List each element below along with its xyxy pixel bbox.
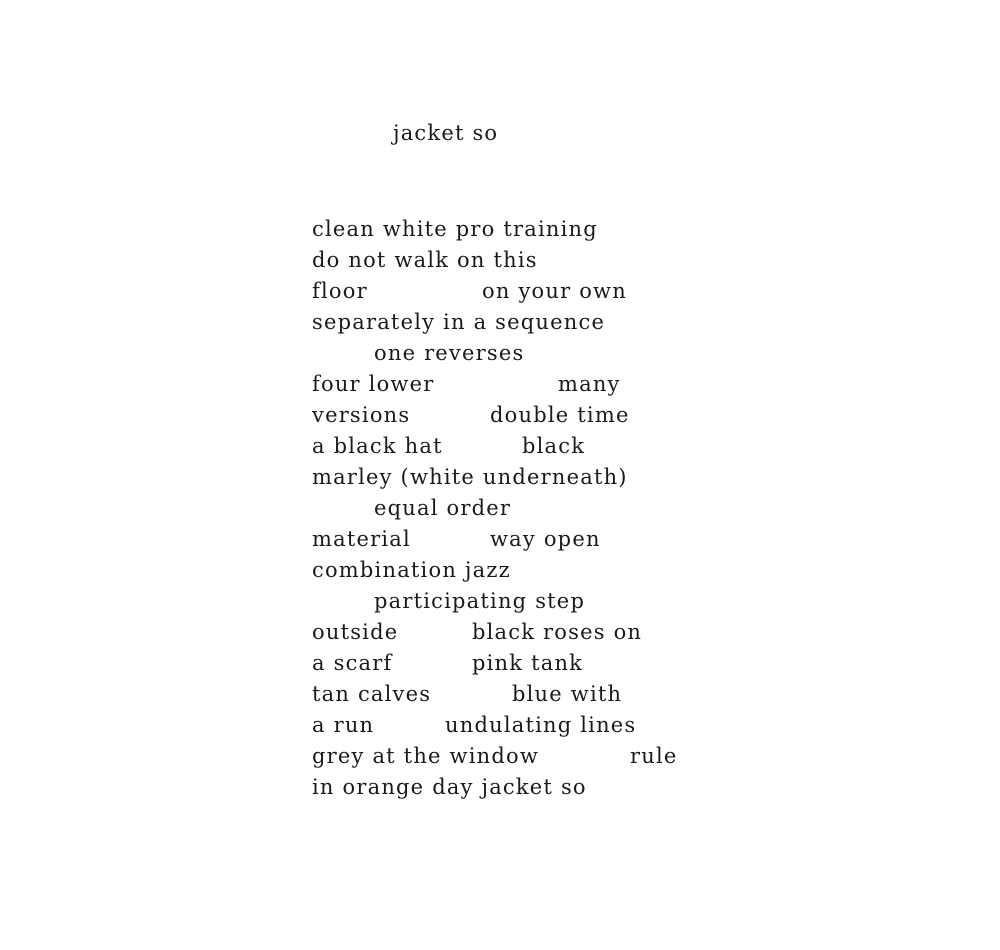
poem-line-14-part-1: outside [312,620,399,644]
poem-line-17-part-2: undulating lines [445,713,637,737]
poem-line-8 [312,431,712,462]
poem-line-14-part-2: black roses on [472,620,643,644]
poem-line-6-part-1: four lower [312,372,435,396]
poem-line-4 [312,307,712,338]
poem-line-12-text: combination jazz [312,558,511,582]
poem-line-11-part-1: material [312,527,411,551]
poem-line-2 [312,245,712,276]
poem-line-12 [312,555,712,586]
poem-line-6-part-2: many [558,372,621,396]
poem-line-3 [312,276,712,307]
poem-line-17 [312,710,712,741]
poem-line-3-part-1: floor [312,279,368,303]
poem-line-9 [312,462,712,493]
poem-line-15 [312,648,712,679]
poem-line-7 [312,400,712,431]
poem-line-16 [312,679,712,710]
poem-line-14 [312,617,712,648]
poem-line-1 [312,214,712,245]
poem-line-11 [312,524,712,555]
poem-body [312,214,712,803]
poem-line-18-part-1: grey at the window [312,744,540,768]
poem-line-5 [312,338,712,369]
poem-line-17-part-1: a run [312,713,375,737]
poem-line-7-part-1: versions [312,403,411,427]
poem-line-18 [312,741,712,772]
poem-line-16-part-1: tan calves [312,682,432,706]
poem-line-18-part-2: rule [630,744,678,768]
poem-title: jacket so [393,121,499,145]
poem-line-3-part-2: on your own [482,279,627,303]
poem-line-19 [312,772,712,803]
poem-line-8-part-1: a black hat [312,434,443,458]
poem-line-7-part-2: double time [490,403,630,427]
poem-line-13-text: participating step [374,589,586,613]
poem-line-5-text: one reverses [374,341,525,365]
poem-line-19-text: in orange day jacket so [312,775,587,799]
poem-line-4-text: separately in a sequence [312,310,606,334]
poem-line-2-text: do not walk on this [312,248,538,272]
poem-line-1-text: clean white pro training [312,217,598,241]
poem-line-10-text: equal order [374,496,512,520]
poem-line-15-part-1: a scarf [312,651,393,675]
poem-line-16-part-2: blue with [512,682,623,706]
poem-line-13 [312,586,712,617]
poem-line-9-text: marley (white underneath) [312,465,628,489]
poem-line-11-part-2: way open [490,527,601,551]
poem-line-15-part-2: pink tank [472,651,584,675]
poem-line-8-part-2: black [522,434,586,458]
poem-line-10 [312,493,712,524]
poem-line-6 [312,369,712,400]
